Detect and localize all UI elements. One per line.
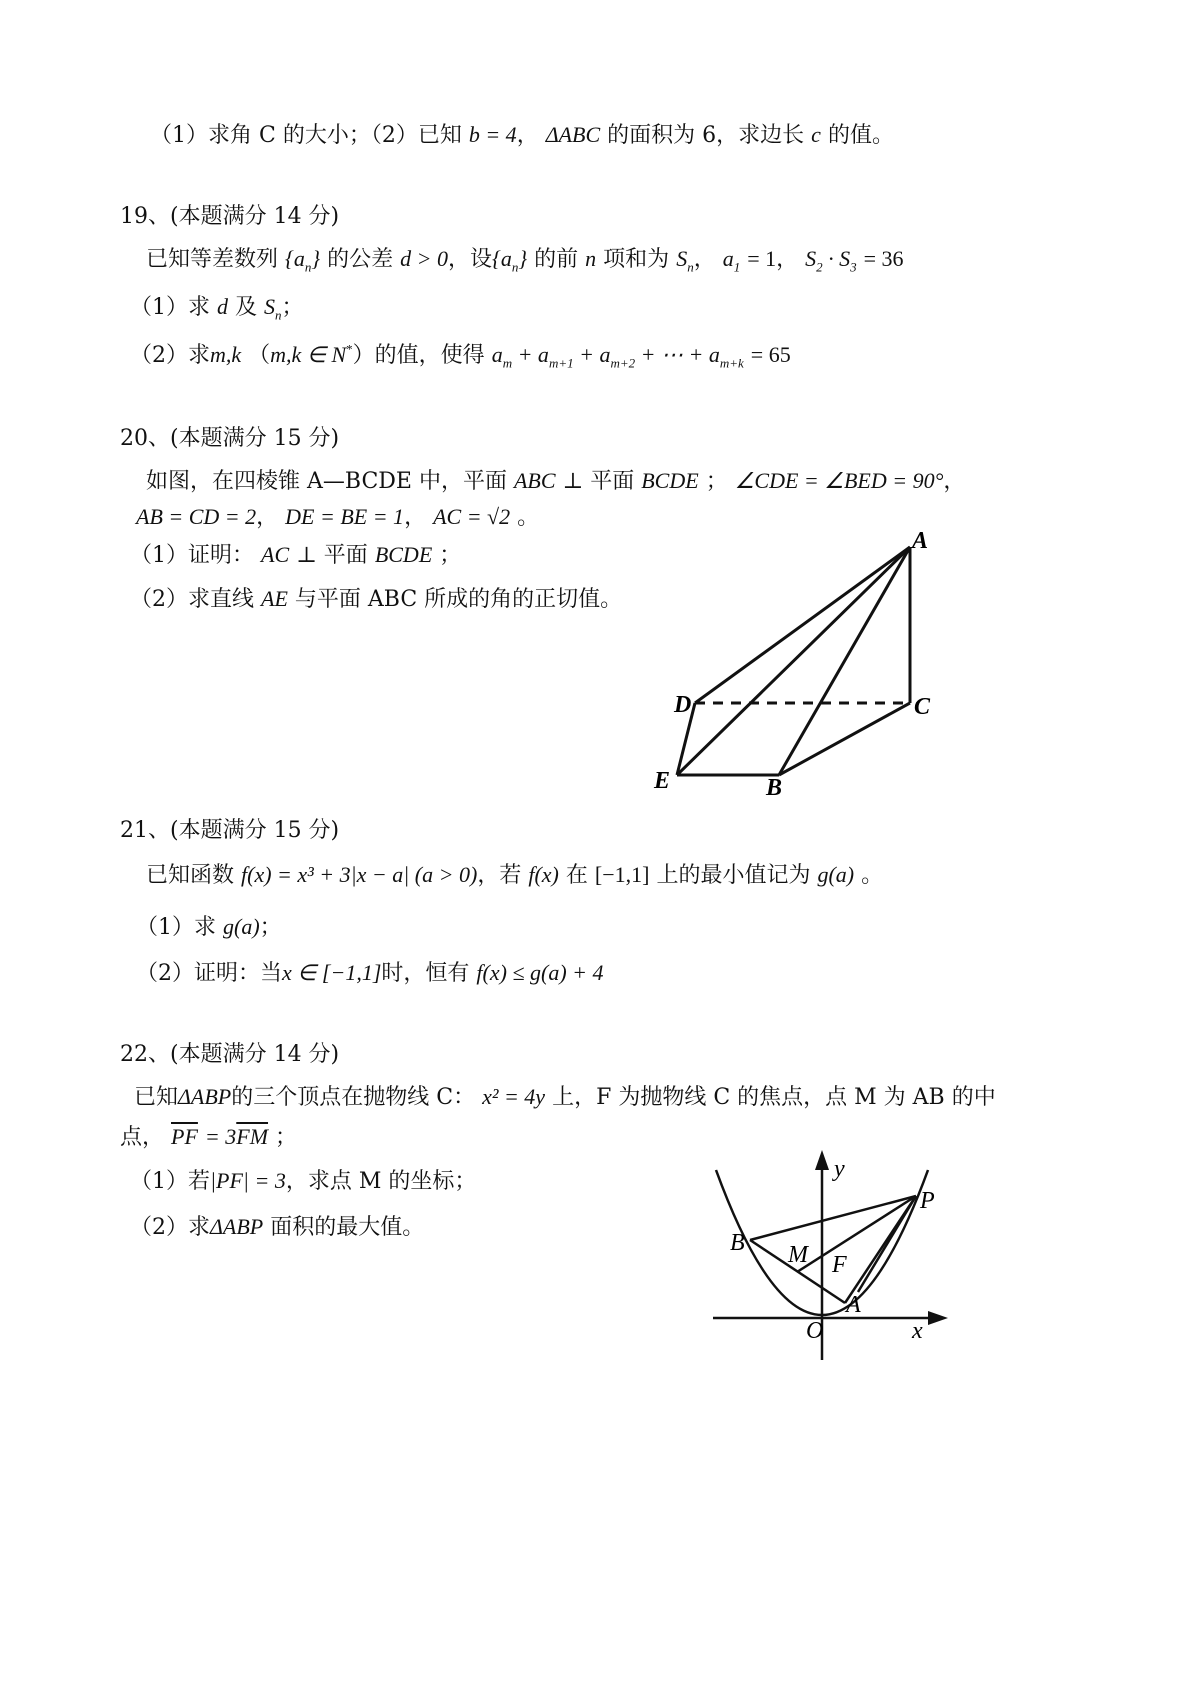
vertex-label-B: B <box>766 775 783 801</box>
q19-part2-domain: m,k ∈ N <box>270 342 347 367</box>
q19-part2-mk: m,k <box>210 342 242 367</box>
q20-angles: ∠CDE = ∠BED = 90° <box>734 468 944 493</box>
q22-part1-text: （1）若 <box>130 1169 210 1194</box>
q20-plane-bcde: BCDE <box>641 468 699 493</box>
segment-PM <box>797 1196 916 1272</box>
q21-part2-domain: x ∈ [−1,1] <box>282 960 382 985</box>
q21-heading: 21、(本题满分 15 分) <box>120 818 340 843</box>
vertex-label-D: D <box>674 692 692 718</box>
q19-Sn: $S_n$ <box>676 246 694 275</box>
y-axis-arrow <box>815 1150 829 1170</box>
q20-comma-3: ， <box>404 505 427 530</box>
q22-part2-text-2: 面积的最大值。 <box>270 1215 425 1240</box>
q20-lengths-2: DE = BE = 1 <box>285 504 405 529</box>
q19-part2: （2）求m,k （m,k ∈ N*）的值，使得 $a_m + a_{m+1} + a_{m+2}$ + ⋯ + $a_{m+k} = 65$ <box>130 341 791 371</box>
q19-part2-sum: $a_m + a_{m+1} + a_{m+2}$ + ⋯ + $a_{m+k}$ <box>491 342 744 371</box>
q20-comma: ， <box>943 469 966 494</box>
q19-part2-text-2: ）的值，使得 <box>352 343 485 368</box>
q19-stem-text-3: ，设 <box>448 247 493 272</box>
q19-s2s3-value: = 36 <box>863 246 904 271</box>
q20-part1-perp: ⊥ 平面 <box>296 543 368 568</box>
q21-period: 。 <box>861 863 884 888</box>
q22-semicolon: ； <box>275 1125 298 1150</box>
q22-part1-text-2: ，求点 M 的坐标； <box>285 1169 477 1194</box>
q21-fx: f(x) <box>528 862 559 887</box>
q20-part1-end: ； <box>439 543 462 568</box>
q20-stem-text: 如图，在四棱锥 A—BCDE 中，平面 <box>146 469 507 494</box>
q19-part2-value: = 65 <box>750 342 791 367</box>
q19-part1-d: d <box>217 294 228 319</box>
q18-triangle: ΔABC <box>545 122 601 147</box>
axis-label-y: y <box>834 1156 845 1182</box>
q20-part1-text: （1）证明： <box>130 543 254 568</box>
q22-part2-triangle: ΔABP <box>210 1214 264 1239</box>
q20-heading: 20、(本题满分 15 分) <box>120 426 340 451</box>
q20-part2-text: （2）求直线 <box>130 587 254 612</box>
q20-part1-ac: AC <box>261 542 290 567</box>
point-label-A: A <box>846 1292 861 1318</box>
q19-part2-text: （2）求 <box>130 343 210 368</box>
q19-a1: $a_1$ <box>722 246 741 275</box>
q21-interval: [−1,1] <box>594 862 650 887</box>
q22-vector-eq: = 3 <box>204 1124 237 1149</box>
q22-stem-text-4: 点， <box>120 1125 165 1150</box>
q19-part1-end: ； <box>281 295 304 320</box>
q19-part1-text: （1）求 <box>130 295 210 320</box>
q19-part1-text-2: 及 <box>235 295 258 320</box>
q22-parabola: x² = 4y <box>482 1084 546 1109</box>
q19-part1-Sn: $S_n$ <box>264 294 282 323</box>
q22-vector-pf: $\overline{PF}$ <box>171 1124 198 1149</box>
origin-label: O <box>806 1318 824 1344</box>
axis-label-x: x <box>912 1318 923 1344</box>
point-label-B: B <box>730 1230 745 1256</box>
q18-text-3: 的值。 <box>827 123 894 148</box>
vertex-label-E: E <box>654 768 671 794</box>
q21-part1-end: ； <box>259 915 282 940</box>
q18-comma: ， <box>516 123 539 148</box>
q20-part1-plane: BCDE <box>374 542 433 567</box>
q19-part2-paren: （ <box>248 343 271 368</box>
x-axis-arrow <box>928 1311 948 1325</box>
q21-part1-ga: g(a) <box>223 914 260 939</box>
q20-perp: ⊥ 平面 <box>562 469 635 494</box>
q22-part1-condition: |PF| = 3 <box>210 1168 286 1193</box>
q21-part2-text-2: 时，恒有 <box>381 961 470 986</box>
vertex-label-A: A <box>912 528 929 554</box>
q19-s2s3: $S_2 \cdot S_3$ <box>805 246 857 275</box>
vertex-label-C: C <box>914 694 931 720</box>
segment-PF-curve <box>858 1196 916 1292</box>
point-label-P: P <box>920 1188 935 1214</box>
q22-stem-text-3: 上，F 为抛物线 C 的焦点，点 M 为 AB 的中 <box>552 1085 996 1110</box>
point-label-F: F <box>832 1252 847 1278</box>
q19-stem-text-4: 的前 <box>534 247 579 272</box>
q21-stem-text: 已知函数 <box>146 863 235 888</box>
q19-seq-2: $\{a_n\}$ <box>492 246 528 275</box>
q20-part2-text-2: 与平面 ABC 所成的角的正切值。 <box>294 587 623 612</box>
q22-stem-text-2: 的三个顶点在抛物线 C： <box>231 1085 476 1110</box>
q22-vector-fm: $\overline{FM}$ <box>236 1124 269 1149</box>
q20-comma-2: ， <box>256 505 279 530</box>
q20-semicolon: ； <box>705 469 728 494</box>
q21-stem-text-3: 在 <box>565 863 588 888</box>
q19-stem-text-2: 的公差 <box>327 247 394 272</box>
q19-comma: ， <box>693 247 716 272</box>
q22-triangle: ΔABP <box>178 1084 232 1109</box>
q21-ga: g(a) <box>817 862 855 887</box>
q21-stem-text-4: 上的最小值记为 <box>656 863 811 888</box>
q22-part2-text: （2）求 <box>130 1215 210 1240</box>
q20-plane-abc: ABC <box>513 468 556 493</box>
q20-ac-length: AC = √2 <box>433 504 511 529</box>
q19-a1-value: = 1 <box>747 246 777 271</box>
q20-lengths-1: AB = CD = 2 <box>136 504 257 529</box>
q18-c: c <box>811 122 821 147</box>
q21-stem-text-2: ，若 <box>477 863 522 888</box>
q19-heading: 19、(本题满分 14 分) <box>120 204 340 229</box>
q19-stem-text-5: 项和为 <box>603 247 670 272</box>
q18-text: （1）求角 C 的大小；（2）已知 <box>150 123 462 148</box>
q18-b-value: b = 4 <box>468 122 517 147</box>
q19-stem-text: 已知等差数列 <box>146 247 279 272</box>
q20-part2-ae: AE <box>261 586 288 611</box>
q19-seq: $\{a_n\}$ <box>285 246 321 275</box>
q19-comma-2: ， <box>776 247 799 272</box>
q21-part1-text: （1）求 <box>136 915 216 940</box>
q22-heading: 22、(本题满分 14 分) <box>120 1042 340 1067</box>
q21-part2-text: （2）证明：当 <box>136 961 282 986</box>
point-label-M: M <box>788 1242 808 1268</box>
q21-part2-inequality: f(x) ≤ g(a) + 4 <box>476 960 604 985</box>
q19-n: n <box>585 246 597 271</box>
q19-d-positive: d > 0 <box>400 246 449 271</box>
q18-text-2: 的面积为 6，求边长 <box>607 123 805 148</box>
q20-period: 。 <box>517 505 540 530</box>
q22-stem-text: 已知 <box>134 1085 179 1110</box>
q21-function: f(x) = x³ + 3|x − a| (a > 0) <box>241 862 478 887</box>
